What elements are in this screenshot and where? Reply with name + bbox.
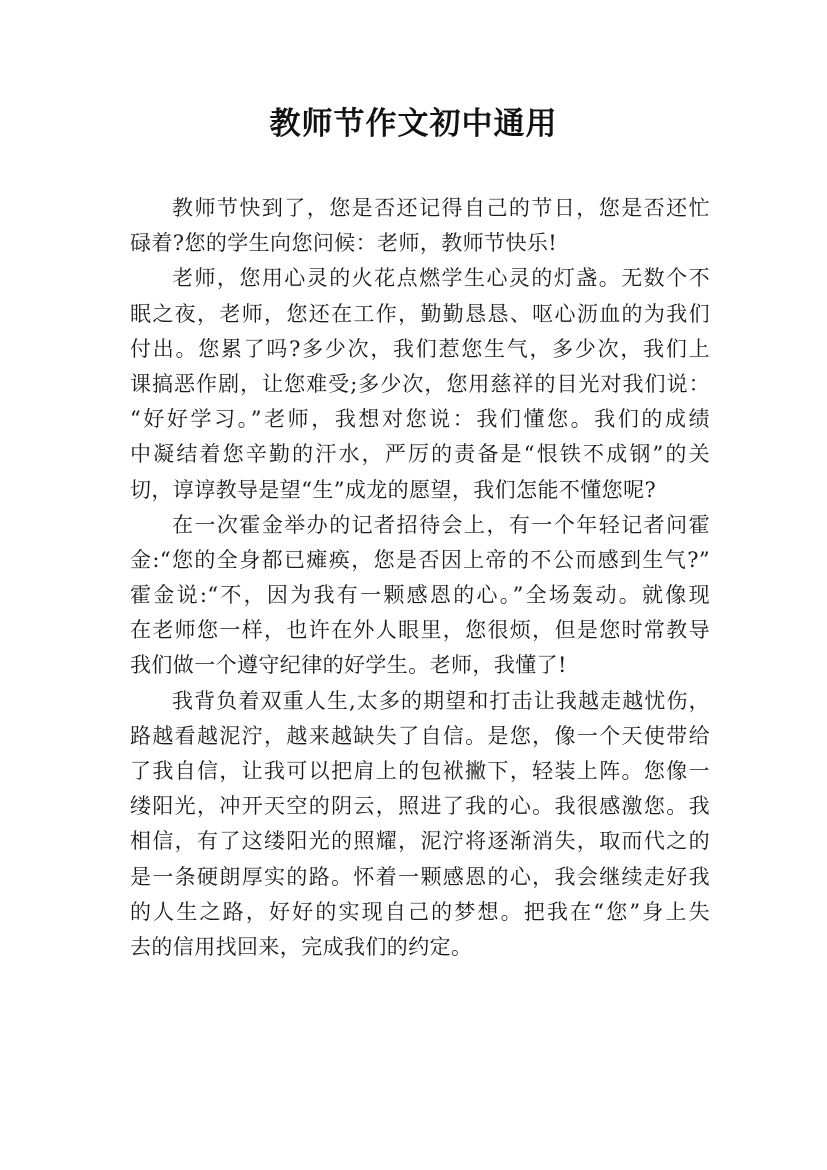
body-line: 缕阳光，冲开天空的阴云，照进了我的心。我很感激您。我	[130, 794, 710, 819]
body-line: “好好学习。”老师，我想对您说：我们懂您。我们的成绩	[130, 407, 710, 432]
body-line: 眠之夜，老师，您还在工作，勤勤恳恳、呕心沥血的为我们	[130, 301, 710, 326]
body-line: 路越看越泥泞，越来越缺失了自信。是您，像一个天使带给	[130, 723, 710, 748]
body-line: 去的信用找回来，完成我们的约定。	[130, 934, 473, 959]
body-line: 霍金说:“不，因为我有一颗感恩的心。”全场轰动。就像现	[130, 583, 710, 608]
body-line: 中凝结着您辛勤的汗水，严厉的责备是“恨铁不成钢”的关	[130, 442, 710, 467]
body-line: 教师节快到了，您是否还记得自己的节日，您是否还忙	[172, 196, 710, 220]
body-line: 在老师您一样，也许在外人眼里，您很烦，但是您时常教导	[130, 618, 710, 643]
body-line: 付出。您累了吗?多少次，我们惹您生气，多少次，我们上	[130, 336, 710, 361]
document-body	[130, 191, 710, 965]
body-line: 老师，您用心灵的火花点燃学生心灵的灯盏。无数个不	[172, 266, 710, 291]
body-line: 在一次霍金举办的记者招待会上，有一个年轻记者问霍	[172, 512, 710, 537]
body-line: 碌着?您的学生向您问候：老师，教师节快乐!	[130, 231, 558, 256]
body-line: 我背负着双重人生,太多的期望和打击让我越走越忧伤，	[172, 688, 710, 713]
body-line: 的人生之路，好好的实现自己的梦想。把我在“您”身上失	[130, 899, 710, 924]
body-line: 课搞恶作剧，让您难受;多少次，您用慈祥的目光对我们说：	[130, 371, 710, 396]
body-line: 相信，有了这缕阳光的照耀，泥泞将逐渐消失，取而代之的	[130, 829, 710, 854]
body-line: 金:“您的全身都已瘫痪，您是否因上帝的不公而感到生气?”	[130, 547, 710, 572]
body-line: 是一条硬朗厚实的路。怀着一颗感恩的心，我会继续走好我	[130, 864, 710, 889]
body-line: 切，谆谆教导是望“生”成龙的愿望，我们怎能不懂您呢?	[130, 477, 657, 502]
body-line: 了我自信，让我可以把肩上的包袱撇下，轻装上阵。您像一	[130, 759, 710, 783]
body-line: 我们做一个遵守纪律的好学生。老师，我懂了!	[130, 653, 567, 678]
document-title: 教师节作文初中通用	[269, 106, 558, 142]
